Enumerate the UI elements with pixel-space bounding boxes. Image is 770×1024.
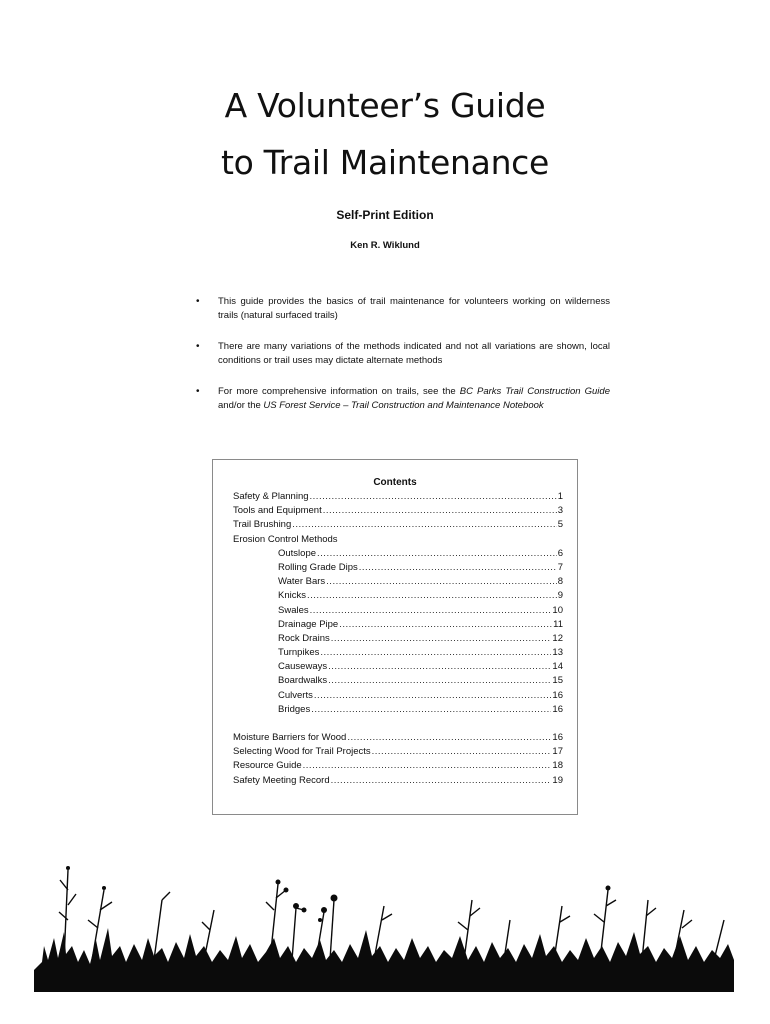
toc-entry-label: Selecting Wood for Trail Projects [233,746,371,758]
toc-dot-leader [347,731,551,745]
toc-entry [233,618,563,632]
toc-entry [233,533,563,547]
toc-entry-label: Turnpikes [278,647,320,659]
toc-entry-label: Bridges [278,703,311,715]
toc-entry-page: 11 [553,618,563,630]
grass-mass [34,928,734,992]
author-name: Ken R. Wiklund [350,240,420,251]
toc-entry-page: 12 [552,632,563,644]
toc-entry [233,689,563,703]
toc-entry-page: 8 [557,576,563,588]
toc-entry-label: Rolling Grade Dips [278,561,358,573]
toc-entry-label: Tools and Equipment [233,505,322,517]
toc-entry-label: Erosion Control Methods [233,533,338,545]
toc-entry-label: Resource Guide [233,760,302,772]
bullet-text: There are many variations of the methods indicated and not all variations are shown, local conditions or trail uses may dictate alternate methods [218,341,610,366]
toc-entry [233,561,563,575]
bullet-text-mid: and/or the [218,400,264,411]
toc-entry [233,490,563,504]
usfs-reference: US Forest Service – Trail Construction and Maintenance Notebook [263,400,544,411]
toc-dot-leader [307,589,557,603]
toc-entry-label: Safety & Planning [233,491,309,502]
toc-dot-leader [328,660,551,674]
toc-entry-page: 6 [557,547,563,559]
toc-dot-leader [359,561,557,575]
toc-dot-leader [320,646,551,660]
grass-stems [59,870,724,960]
toc-entry [233,759,563,773]
toc-entry [233,774,563,788]
contents-list [233,490,563,788]
toc-dot-leader [317,547,557,561]
toc-entry [233,745,563,759]
toc-entry [233,547,563,561]
toc-entry-label: Moisture Barriers for Wood [233,732,347,743]
toc-entry [233,731,563,745]
bc-parks-reference: BC Parks Trail Construction Guide [459,386,610,397]
toc-entry-page: 19 [552,774,563,786]
toc-entry-page: 18 [552,760,563,772]
bullet-icon: • [196,386,200,397]
bullet-icon: • [196,341,200,352]
toc-dot-leader [323,504,557,518]
toc-entry [233,632,563,646]
intro-bullet-list [196,295,610,430]
bullet-item [196,385,610,413]
grass-silhouette-illustration [34,850,734,992]
toc-entry-page: 3 [557,505,563,517]
bullet-text: This guide provides the basics of trail maintenance for volunteers working on wilderness trails (natural surfaced trails) [218,296,610,321]
toc-entry-label: Rock Drains [278,632,330,644]
toc-entry [233,504,563,518]
toc-entry-label: Knicks [278,590,306,602]
toc-dot-leader [303,759,552,773]
toc-entry-page: 16 [552,732,563,743]
toc-entry-page: 15 [552,675,563,687]
toc-entry-page: 5 [557,519,563,531]
toc-entry-page: 13 [552,647,563,659]
edition-label: Self-Print Edition [336,208,434,222]
title-line-2: to Trail Maintenance [220,143,550,182]
toc-entry-page: 1 [557,491,563,502]
toc-entry-page: 10 [552,604,563,616]
toc-dot-leader [372,745,552,759]
toc-entry [233,575,563,589]
toc-entry [233,660,563,674]
toc-dot-leader [339,618,552,632]
bullet-item [196,340,610,368]
toc-dot-leader [331,632,552,646]
toc-entry-page: 16 [552,689,563,701]
toc-entry [233,518,563,532]
bullet-icon: • [196,296,200,307]
toc-dot-leader [331,774,552,788]
toc-entry-page: 17 [552,746,563,758]
toc-entry-label: Trail Brushing [233,519,292,531]
toc-dot-leader [326,575,557,589]
toc-entry-label: Culverts [278,689,313,701]
contents-heading: Contents [373,477,417,488]
toc-entry [233,589,563,603]
toc-dot-leader [311,703,551,717]
toc-dot-leader [310,490,557,504]
toc-entry [233,703,563,717]
toc-entry-page: 16 [552,703,563,715]
contents-box [212,459,578,815]
toc-entry-page: 14 [552,661,563,673]
title-line-1: A Volunteer’s Guide [224,86,546,125]
toc-entry-label: Swales [278,604,309,616]
bullet-item [196,295,610,323]
toc-dot-leader [310,604,552,618]
toc-dot-leader [328,674,551,688]
toc-entry-label: Boardwalks [278,675,328,687]
toc-entry-label: Drainage Pipe [278,618,339,630]
seed-heads [66,866,611,922]
toc-entry-label: Outslope [278,547,317,559]
toc-entry [233,674,563,688]
toc-entry-page: 9 [557,590,563,602]
toc-entry [233,646,563,660]
toc-dot-leader [314,689,552,703]
toc-entry-label: Water Bars [278,576,326,588]
bullet-text-pre: For more comprehensive information on trails, see the [218,386,460,397]
toc-dot-leader [292,518,556,532]
toc-entry-label: Safety Meeting Record [233,774,330,786]
toc-entry [233,604,563,618]
toc-entry-page: 7 [557,561,563,573]
toc-entry-label: Causeways [278,661,328,673]
